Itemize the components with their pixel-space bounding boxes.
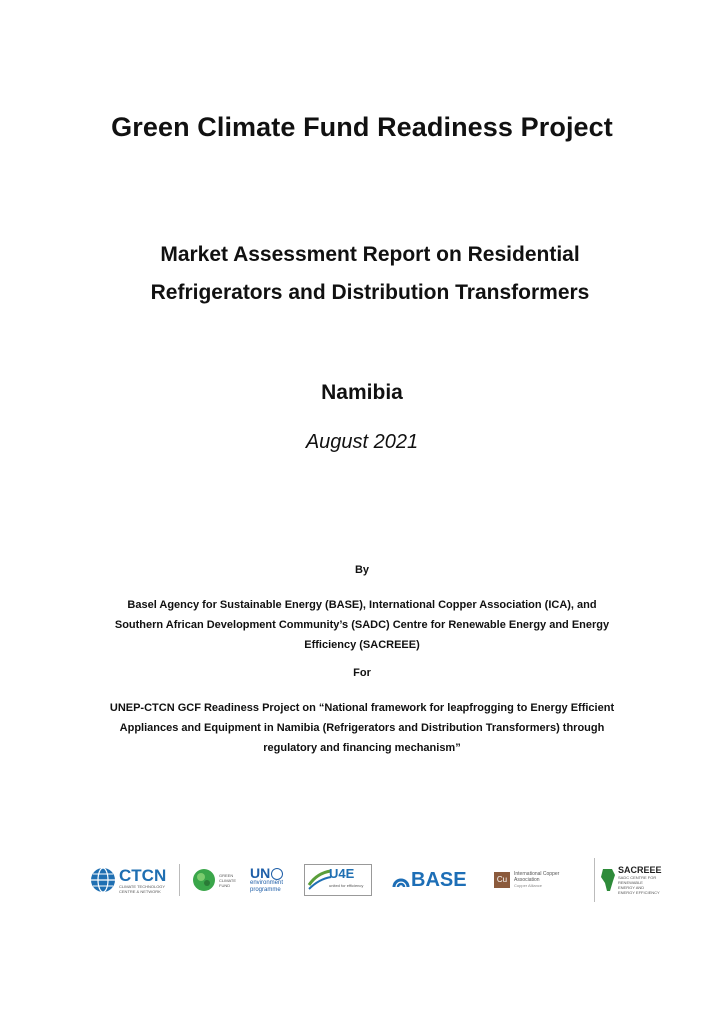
sacreee-tagline: SADC CENTRE FOR RENEWABLE ENERGY AND ENERGY EFFICIENCY (618, 875, 660, 895)
gcf-tagline: GREEN CLIMATE FUND (219, 872, 237, 888)
unep-tagline-1: environment (250, 880, 284, 887)
sacreee-logo (600, 858, 664, 902)
logo-divider (179, 864, 180, 896)
partner-logos (90, 858, 665, 902)
sacreee-name: SACREEE (618, 865, 662, 875)
ctcn-logo (90, 858, 178, 902)
gcf-logo (192, 858, 242, 902)
ica-logo (494, 858, 580, 902)
authors-line-3: Efficiency (SACREEE) (304, 639, 420, 651)
ctcn-globe-icon (90, 867, 116, 893)
ica-cu-symbol: Cu (494, 872, 510, 888)
authors-line-1: Basel Agency for Sustainable Energy (BASE), International Copper Association (ICA), and (127, 599, 597, 611)
report-subtitle (80, 236, 660, 312)
for-label: For (353, 667, 371, 679)
un-emblem-icon (271, 868, 283, 880)
authors-block (100, 595, 624, 655)
ica-name-2: Association (514, 877, 540, 883)
base-logo (392, 858, 476, 902)
base-name: BASE (411, 868, 467, 891)
by-label: By (354, 564, 370, 576)
base-arc-icon (392, 871, 410, 889)
project-line-3: regulatory and financing mechanism” (263, 742, 461, 754)
subtitle-line-1: Market Assessment Report on Residential (160, 243, 580, 266)
u4e-name: U4E (329, 866, 355, 881)
unep-tagline-2: programme (250, 887, 281, 894)
project-line-1: UNEP-CTCN GCF Readiness Project on “National framework for leapfrogging to Energy Efficient (109, 702, 615, 714)
u4e-logo (304, 858, 374, 902)
unep-name (250, 866, 283, 880)
unep-un-text: UN (250, 864, 271, 881)
ica-tagline: Copper Alliance (514, 883, 543, 888)
ctcn-name: CTCN (119, 865, 167, 885)
project-description (88, 698, 636, 758)
unep-logo (250, 858, 294, 902)
project-line-2: Appliances and Equipment in Namibia (Refrigerators and Distribution Transformers) through (119, 722, 605, 734)
ica-name-1: International Copper (514, 871, 560, 877)
ctcn-tagline: CLIMATE TECHNOLOGY CENTRE & NETWORK (119, 883, 166, 894)
report-date: August 2021 (305, 431, 419, 453)
logo-divider (594, 858, 595, 902)
country-name: Namibia (321, 381, 403, 404)
subtitle-line-2: Refrigerators and Distribution Transformers (150, 281, 590, 304)
authors-line-2: Southern African Development Community’s (SADC) Centre for Renewable Energy and Energy (114, 619, 610, 631)
gcf-globe-icon (192, 868, 216, 892)
u4e-tagline: united for efficiency (329, 883, 364, 888)
document-title: Green Climate Fund Readiness Project (111, 112, 613, 142)
africa-map-icon (600, 867, 616, 893)
